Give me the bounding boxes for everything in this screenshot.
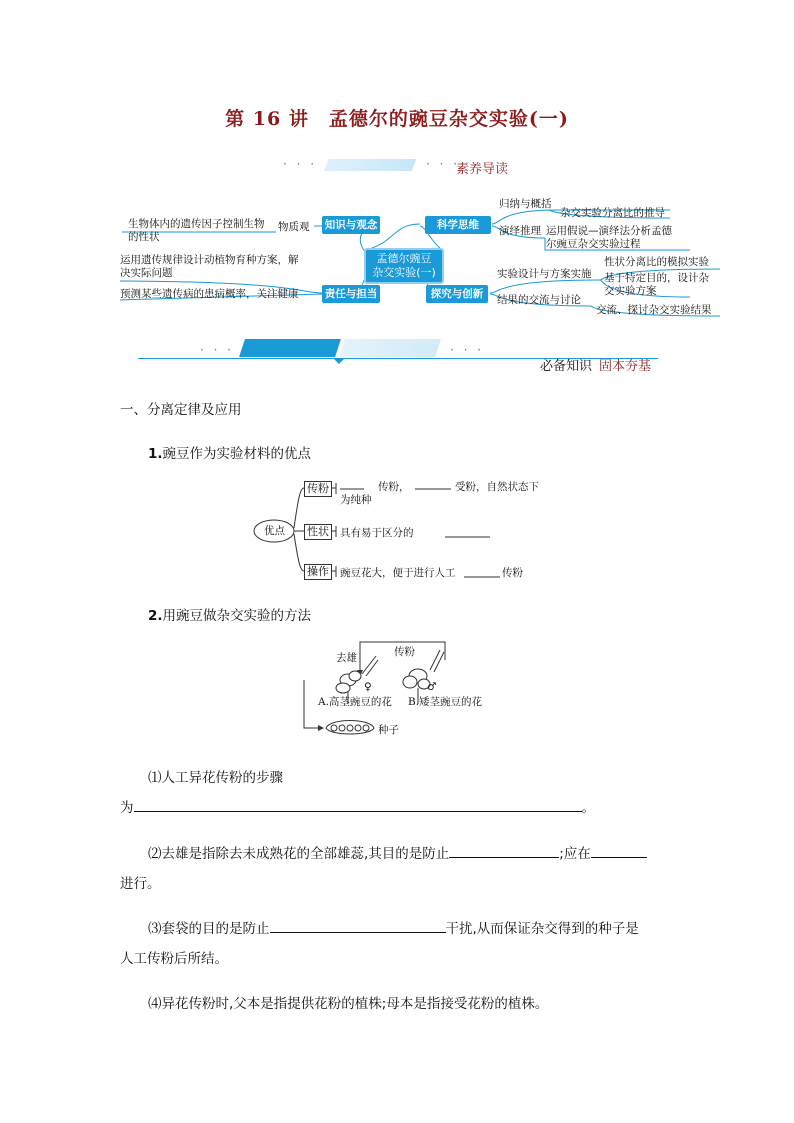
q2-title: 用豌豆做杂交实验的方法	[162, 608, 312, 624]
q1-row3-b: 传粉	[502, 567, 523, 579]
sub1-text: 人工异花传粉的步骤	[161, 770, 283, 786]
exp-a-d1: 性状分离比的模拟实验	[604, 256, 709, 268]
sub1-blank[interactable]	[134, 797, 582, 812]
box-knowledge: 知识与观念	[322, 216, 380, 234]
exp-b-detail: 交流、探讨杂交实验结果	[596, 304, 712, 316]
q1-tag-pollination: 传粉	[304, 481, 332, 497]
exp-a-d2-line1: 基于特定目的，设计杂	[604, 272, 709, 284]
sub3-after: 干扰,从而保证杂交得到的种子是	[445, 921, 639, 937]
banner2-dots-left: · · ·	[200, 343, 235, 357]
q1-row3-a: 豌豆花大，便于进行人工	[340, 567, 456, 579]
sub4-number: ⑷	[148, 996, 162, 1012]
left-label-material: 物质观	[278, 221, 310, 233]
q1-title: 豌豆作为实验材料的优点	[162, 446, 312, 462]
mindmap-center	[364, 248, 444, 284]
mindmap-center-line1: 孟德尔豌豆	[376, 252, 432, 265]
q1-number: 1.	[148, 446, 163, 462]
page-title: 第 16 讲 孟德尔的豌豆杂交实验(一)	[225, 108, 569, 130]
fig-label-a: A.高茎豌豆的花	[318, 696, 392, 708]
banner2-ribbon-light	[339, 339, 441, 357]
sub1-end: 。	[581, 800, 595, 816]
mindmap-center-line2: 杂交实验(一)	[372, 266, 436, 279]
banner2-label-a: 必备知识	[540, 359, 593, 374]
banner2-arrow-icon	[334, 359, 344, 365]
fig-male-symbol: ♂	[427, 681, 437, 693]
fig-castration: 去雄	[336, 652, 357, 664]
exp-b: 结果的交流与讨论	[497, 294, 581, 306]
left-text2-line2: 决实际问题	[120, 267, 173, 279]
q1-tag-operation: 操作	[304, 564, 332, 580]
fig-label-seed: 种子	[378, 724, 399, 736]
sci-a-detail: 杂交实验分离比的推导	[560, 207, 665, 219]
sci-a: 归纳与概括	[499, 198, 552, 210]
fig-pollination: 传粉	[394, 646, 415, 658]
sub1-number: ⑴	[148, 770, 162, 786]
exp-a-d2-line2: 交实验方案	[604, 285, 657, 297]
sub2-blank1[interactable]	[449, 843, 559, 858]
sub3-number: ⑶	[148, 921, 162, 937]
left-text1-line2: 的性状	[128, 231, 160, 243]
fig-female-symbol: ♀	[364, 681, 372, 693]
banner-dots-right: · · ·	[426, 157, 461, 171]
sci-b-detail-line1: 运用假说—演绎法分析孟德	[546, 225, 672, 237]
sub1-line2-start: 为	[120, 800, 134, 816]
sub3-blank[interactable]	[270, 918, 446, 933]
sub2-line2: 进行。	[120, 876, 161, 892]
q1-tag-traits: 性状	[304, 524, 332, 540]
section-heading: 一、分离定律及应用	[120, 402, 242, 418]
left-text2-line1: 运用遗传规律设计动植物育种方案，解	[120, 254, 299, 266]
q1-row1-c: 为纯种	[340, 494, 372, 506]
sub2-blank2[interactable]	[591, 843, 647, 858]
sci-b: 演绎推理	[499, 225, 541, 237]
banner-dots-left: · · ·	[283, 157, 318, 171]
banner2-dots-right: · · ·	[450, 343, 485, 357]
banner-title: 素养导读	[456, 162, 509, 177]
sub2-mid: ;应在	[559, 846, 591, 862]
sub2-number: ⑵	[148, 846, 162, 862]
sub2-text: 去雄是指除去未成熟花的全部雄蕊,其目的是防止	[161, 846, 450, 862]
banner2-label-b: 固本夯基	[599, 359, 652, 374]
fig-label-b: B.矮茎豌豆的花	[408, 696, 483, 708]
exp-a: 实验设计与方案实施	[497, 268, 592, 280]
left-text1-line1: 生物体内的遗传因子控制生物	[128, 218, 265, 230]
q1-row1-b: 受粉，自然状态下	[455, 481, 539, 493]
left-text3: 预测某些遗传病的患病概率，关注健康	[120, 288, 299, 300]
sub4-text: 异花传粉时,父本是指提供花粉的植株;母本是指接受花粉的植株。	[161, 996, 549, 1012]
box-science: 科学思维	[425, 216, 491, 234]
sub3-line2: 人工传粉后所结。	[120, 951, 228, 967]
box-explore: 探究与创新	[426, 285, 488, 303]
sub3-text: 套袋的目的是防止	[161, 921, 270, 937]
banner2-ribbon-blue	[239, 339, 341, 357]
q1-center-label: 优点	[264, 525, 285, 537]
box-responsibility: 责任与担当	[322, 285, 380, 303]
q1-row2: 具有易于区分的	[340, 527, 414, 539]
q1-row1-a: 传粉，	[378, 481, 410, 493]
q2-number: 2.	[148, 608, 163, 624]
sci-b-detail-line2: 尔豌豆杂交实验过程	[546, 238, 641, 250]
